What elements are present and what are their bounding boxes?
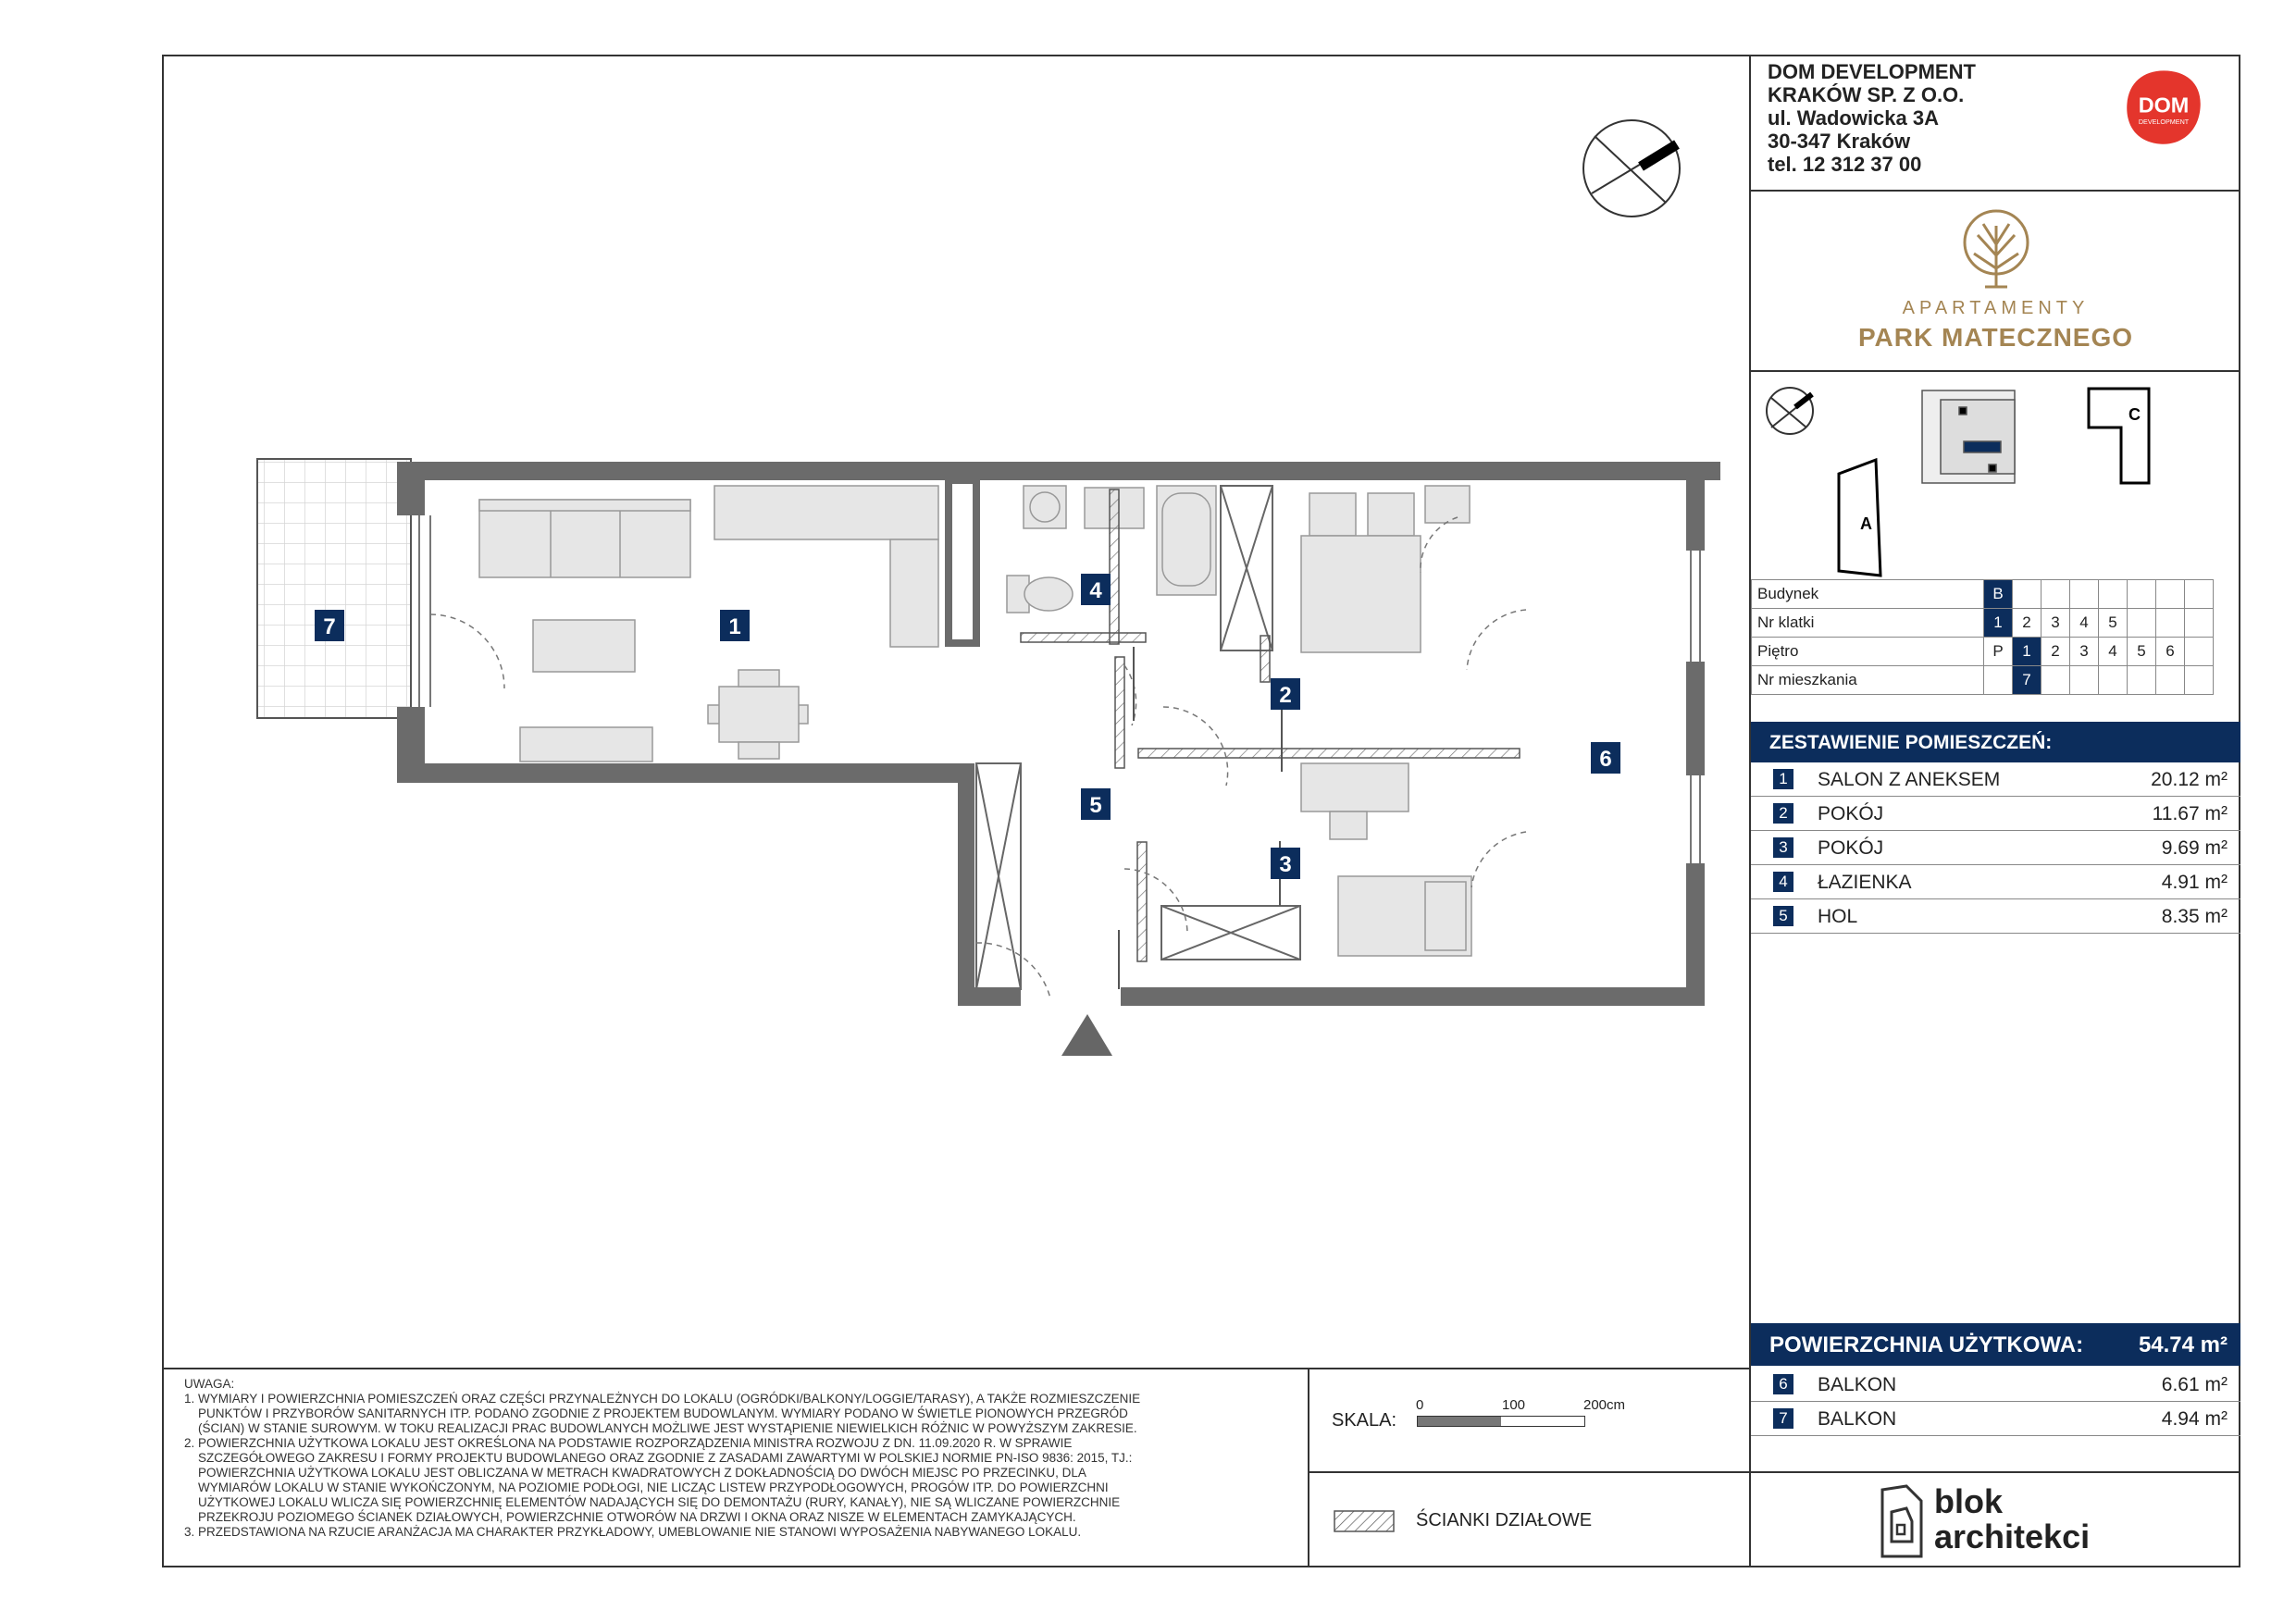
note-line: WYMIARÓW LOKALU W STANIE WYKOŃCZONYM, NA POZIOMIE PODŁOGI, NIE LICZĄC LISTEW PRZYPODŁOGOWYCH, PROGÓW ITP. DO POWIERZCHNI	[184, 1481, 1109, 1494]
note-line: 3. PRZEDSTAWIONA NA RZUCIE ARANŻACJA MA CHARAKTER PRZYKŁADOWY, UMEBLOWANIE NIE STANOWI WYPOSAŻENIA NABYWANEGO LOKALU.	[184, 1525, 1082, 1539]
balcony-name: BALKON	[1818, 1374, 1897, 1395]
info-label: Nr mieszkania	[1752, 666, 1984, 695]
dom-development-logo	[2122, 66, 2205, 149]
note-line: PUNKTÓW I PRZYBORÓW SANITARNYCH ITP. PODANO ZGODNIE Z PROJEKTEM BUDOWLANYM. WYMIARY PODANO W ŚWIETLE PIONOWYCH PRZEGRÓD	[184, 1406, 1128, 1420]
rooms-heading-text: ZESTAWIENIE POMIESZCZEŃ:	[1769, 732, 2053, 753]
note-line: PRZEKROJU POZIOMEGO ŚCIANEK DZIAŁOWYCH, POWIERZCHNIE OTWORÓW NA DRZWI I OKNA ORAZ NISZE W ELEMENTACH ZAMYKAJĄCYCH.	[184, 1510, 1076, 1524]
info-label: Budynek	[1752, 580, 1984, 609]
room-number: 1	[1773, 769, 1793, 789]
plan-label-1-text: 1	[728, 614, 741, 639]
project-name-line2: PARK MATECZNEGO	[1857, 323, 2134, 352]
scale-bar	[1417, 1416, 1585, 1427]
room-row	[1751, 762, 2240, 797]
svg-text:DOM: DOM	[2138, 93, 2190, 118]
notes-panel	[162, 1368, 1308, 1567]
info-cell: 7	[2013, 666, 2042, 695]
architect-name-line2: architekci	[1934, 1518, 2091, 1555]
note-line: 1. WYMIARY I POWIERZCHNIA POMIESZCZEŃ ORAZ CZĘŚCI PRZYNALEŻNYCH DO LOKALU (OGRÓDKI/BALKONY/LOGGIE/TARASY), A TAKŻE ROZMIESZCZENIE	[184, 1392, 1141, 1406]
info-cell: 4	[2070, 609, 2099, 638]
building-c-outline	[2089, 389, 2149, 483]
company-street: ul. Wadowicka 3A	[1768, 106, 1940, 130]
scale-tick: 100	[1502, 1397, 1526, 1413]
room-area: 9.69 m²	[2161, 837, 2228, 859]
note-line: POWIERZCHNIA UŻYTKOWA LOKALU JEST OBLICZANA W METRACH KWADRATOWYCH Z DOKŁADNOŚCIĄ DO DWÓCH MIEJSC PO PRZECINKU, DLA	[184, 1466, 1086, 1480]
scale-tick: 0	[1416, 1397, 1424, 1413]
room-name: POKÓJ	[1818, 803, 1884, 824]
room-row	[1751, 865, 2240, 899]
room-number: 2	[1773, 803, 1793, 824]
svg-text:DEVELOPMENT: DEVELOPMENT	[2138, 118, 2190, 126]
info-cell: 5	[2128, 638, 2156, 666]
note-line: 2. POWIERZCHNIA UŻYTKOWA LOKALU JEST OKREŚLONA NA PODSTAWIE ROZPORZĄDZENIA MINISTRA ROZWOJU Z DN. 11.09.2020 R. W SPRAWIE	[184, 1436, 1073, 1450]
building-a-label: A	[1860, 514, 1872, 533]
room-row	[1751, 831, 2240, 865]
room-area: 20.12 m²	[2151, 769, 2228, 790]
note-line: SZCZEGÓŁOWEGO ZAKRESU I FORMY PROJEKTU BUDOWLANEGO ORAZ ZGODNIE Z ZASADAMI ZAWARTYMI W POLSKIEJ NORMIE PN-ISO 9836: 2015, TJ.:	[184, 1451, 1133, 1465]
usable-area-bar	[1751, 1323, 2240, 1366]
balcony-number: 7	[1773, 1408, 1793, 1429]
info-cell: 1	[1984, 609, 2013, 638]
blok-architekci-logo-icon	[1879, 1484, 1925, 1560]
room-row	[1751, 797, 2240, 831]
key-plan	[1751, 372, 2242, 577]
company-info	[1768, 60, 1976, 176]
info-cell: P	[1984, 638, 2013, 666]
company-name-2: KRAKÓW SP. Z O.O.	[1768, 83, 1965, 106]
park-tree-logo-icon	[1957, 207, 2035, 292]
room-number: 4	[1773, 872, 1793, 892]
company-name: DOM DEVELOPMENT	[1768, 60, 1976, 83]
info-cell: 5	[2099, 609, 2128, 638]
room-number: 3	[1773, 837, 1793, 858]
title-block	[1749, 55, 2240, 1567]
info-label: Piętro	[1752, 638, 1984, 666]
scale-label: SKALA:	[1332, 1410, 1397, 1431]
info-row-mieszkanie	[1752, 666, 2214, 695]
keyplan-north-icon	[1767, 388, 1813, 434]
building-b-outline	[1922, 390, 2015, 483]
partition-wall-legend-label: ŚCIANKI DZIAŁOWE	[1416, 1510, 1593, 1530]
info-cell: 4	[2099, 638, 2128, 666]
room-area: 4.91 m²	[2161, 872, 2228, 893]
info-cell: 1	[2013, 638, 2042, 666]
plan-label-2-text: 2	[1279, 683, 1292, 708]
notes-title: UWAGA:	[184, 1377, 235, 1391]
note-line: (ŚCIAN) W STANIE SUROWYM. W TOKU REALIZACJI PRAC BUDOWLANYCH MOŻLIWE JEST WYSTĄPIENIE NIEWIELKICH RÓŻNIC W POWYŻSZYM ZAKRESIE.	[184, 1421, 1137, 1435]
balcony-area: 4.94 m²	[2161, 1408, 2228, 1430]
note-line: UŻYTKOWEJ LOKALU WLICZA SIĘ POWIERZCHNIĘ ELEMENTÓW NADAJĄCYCH SIĘ DO DEMONTAŻU (RURY, KANAŁY), NIE SĄ WLICZANE POWIERZCHNIE	[184, 1495, 1121, 1509]
info-row-budynek	[1752, 580, 2214, 609]
notes-text	[184, 1377, 1295, 1540]
balcony-area: 6.61 m²	[2161, 1374, 2228, 1395]
architect-name-line1: blok	[1934, 1482, 2004, 1520]
info-label: Nr klatki	[1752, 609, 1984, 638]
balcony-name: BALKON	[1818, 1408, 1897, 1430]
architect-panel	[1749, 1471, 2240, 1567]
usable-area-label: POWIERZCHNIA UŻYTKOWA:	[1769, 1332, 2084, 1357]
info-cell: 2	[2042, 638, 2070, 666]
room-area: 11.67 m²	[2152, 803, 2228, 824]
balcony-row	[1751, 1402, 2240, 1436]
company-phone: tel. 12 312 37 00	[1768, 153, 1922, 176]
info-cell: B	[1984, 580, 2013, 609]
info-cell: 2	[2013, 609, 2042, 638]
usable-area-value: 54.74 m²	[2138, 1332, 2228, 1357]
balcony-number: 6	[1773, 1374, 1793, 1394]
company-city: 30-347 Kraków	[1768, 130, 1911, 153]
location-table	[1751, 579, 2214, 695]
info-row-klatka	[1752, 609, 2214, 638]
room-row	[1751, 899, 2240, 934]
room-name: ŁAZIENKA	[1818, 872, 1912, 893]
divider	[1309, 1471, 1749, 1473]
project-name-line1: APARTAMENTY	[1902, 298, 2090, 318]
room-name: HOL	[1818, 906, 1858, 927]
divider	[1751, 190, 2240, 192]
partition-wall-legend-icon	[1334, 1510, 1395, 1532]
plan-label-3-text: 3	[1279, 852, 1292, 877]
scale-tick: 200cm	[1583, 1397, 1626, 1413]
plan-label-4-text: 4	[1089, 578, 1102, 603]
balcony-7	[257, 459, 411, 718]
north-arrow-icon	[1583, 120, 1680, 217]
building-c-label: C	[2128, 405, 2141, 424]
entrance-arrow-icon	[1061, 1014, 1112, 1056]
info-cell: 6	[2156, 638, 2185, 666]
room-area: 8.35 m²	[2161, 906, 2228, 927]
plan-label-6-text: 6	[1599, 747, 1612, 772]
scale-legend-panel	[1308, 1368, 1749, 1567]
room-name: POKÓJ	[1818, 837, 1884, 859]
floor-plan	[162, 55, 1749, 1368]
rooms-heading	[1751, 722, 2240, 762]
plan-label-5-text: 5	[1089, 793, 1102, 818]
room-name: SALON Z ANEKSEM	[1818, 769, 2001, 790]
plan-label-7-text: 7	[323, 614, 336, 639]
architect-name	[1934, 1484, 2090, 1555]
room-number: 5	[1773, 906, 1793, 926]
info-row-pietro	[1752, 638, 2214, 666]
info-cell: 3	[2042, 609, 2070, 638]
info-cell: 3	[2070, 638, 2099, 666]
balcony-row	[1751, 1368, 2240, 1402]
